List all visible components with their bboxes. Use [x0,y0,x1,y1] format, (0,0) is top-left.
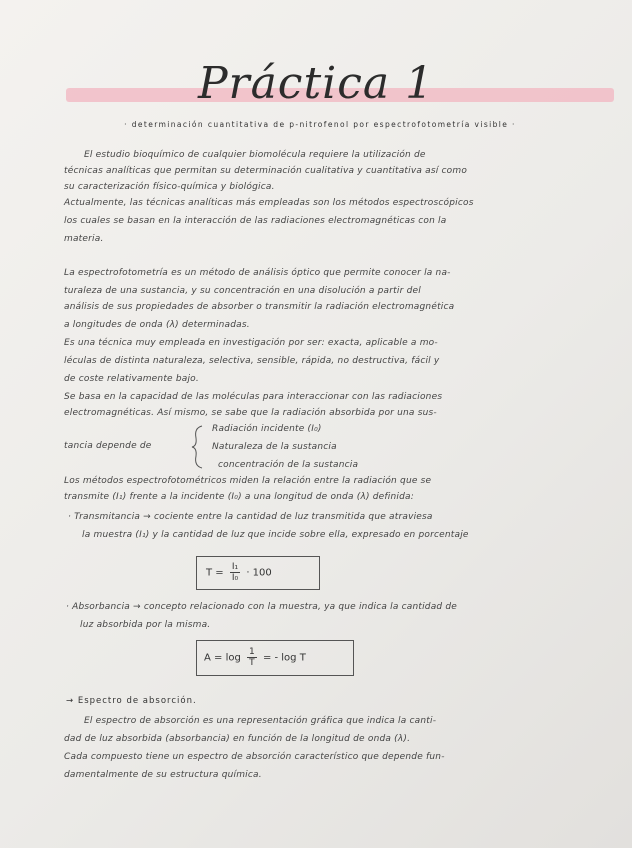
espectro-line: a longitudes de onda (λ) determinadas. [64,320,250,330]
absorcion-line: Cada compuesto tiene un espectro de absorción característico que depende fun- [64,752,445,762]
depends-item: Radiación incidente (I₀) [212,424,322,434]
transmitancia-line: · Transmitancia → cociente entre la cantidad de luz transmitida que atraviesa [68,512,433,522]
intro-line: materia. [64,234,104,244]
espectro-line: turaleza de una sustancia, y su concentración en una disolución a partir del [64,286,421,296]
espectro-line: análisis de sus propiedades de absorber o transmitir la radiación electromagnética [64,302,455,312]
methods-line: transmite (I₁) frente a la incidente (I₀) a una longitud de onda (λ) definida: [64,492,414,502]
title-area [0,58,632,118]
absorbancia-line: · Absorbancia → concepto relacionado con la muestra, ya que indica la cantidad de [66,602,458,612]
page-title: Práctica 1 [197,58,435,109]
formula-rhs: = - log T [262,652,306,664]
intro-line: su caracterización físico-química y biológica. [64,182,275,192]
intro-line: los cuales se basan en la interacción de las radiaciones electromagnéticas con la [64,216,447,226]
espectro-line: de coste relativamente bajo. [64,374,199,384]
fraction-den: I₀ [231,573,239,583]
espectro-line: electromagnéticas. Así mismo, se sabe que la radiación absorbida por una sus- [64,408,437,418]
absorbancia-line: luz absorbida por la misma. [80,620,211,630]
fraction-den: T [249,658,255,668]
espectro-line: La espectrofotometría es un método de análisis óptico que permite conocer la na- [64,268,451,278]
formula-lhs: T = [206,567,224,579]
intro-line: técnicas analíticas que permitan su determinación cualitativa y cuantitativa así como [64,166,468,176]
absorcion-line: damentalmente de su estructura química. [64,770,262,780]
depends-lead: tancia depende de [64,441,152,451]
fraction [230,562,240,583]
espectro-line: Es una técnica muy empleada en investigación por ser: exacta, aplicable a mo- [64,338,438,348]
fraction-num: 1 [249,647,255,657]
methods-line: Los métodos espectrofotométricos miden la relación entre la radiación que se [64,476,432,486]
intro-line: Actualmente, las técnicas analíticas más empleadas son los métodos espectroscópicos [64,198,474,208]
espectro-line: Se basa en la capacidad de las moléculas para interaccionar con las radiaciones [64,392,443,402]
transmitancia-line: la muestra (I₁) y la cantidad de luz que incide sobre ella, expresado en porcentaje [82,530,469,540]
absorcion-line: El espectro de absorción es una representación gráfica que indica la canti- [84,716,437,726]
intro-line: El estudio bioquímico de cualquier biomolécula requiere la utilización de [84,150,426,160]
brace-icon [190,424,204,470]
formula-lhs: A = log [204,652,241,664]
absorcion-line: dad de luz absorbida (absorbancia) en función de la longitud de onda (λ). [64,734,411,744]
formula-absorbancia [204,647,306,668]
fraction [247,647,257,668]
page-subtitle: · determinación cuantitativa de p-nitrofenol por espectrofotometría visible · [124,120,516,129]
formula-rhs: · 100 [246,567,272,579]
fraction-num: I₁ [231,562,239,572]
depends-item: concentración de la sustancia [218,460,359,470]
formula-transmitancia [206,562,272,583]
section-heading: → Espectro de absorción. [66,696,197,706]
depends-item: Naturaleza de la sustancia [212,442,337,452]
espectro-line: léculas de distinta naturaleza, selectiva, sensible, rápida, no destructiva, fácil y [64,356,440,366]
